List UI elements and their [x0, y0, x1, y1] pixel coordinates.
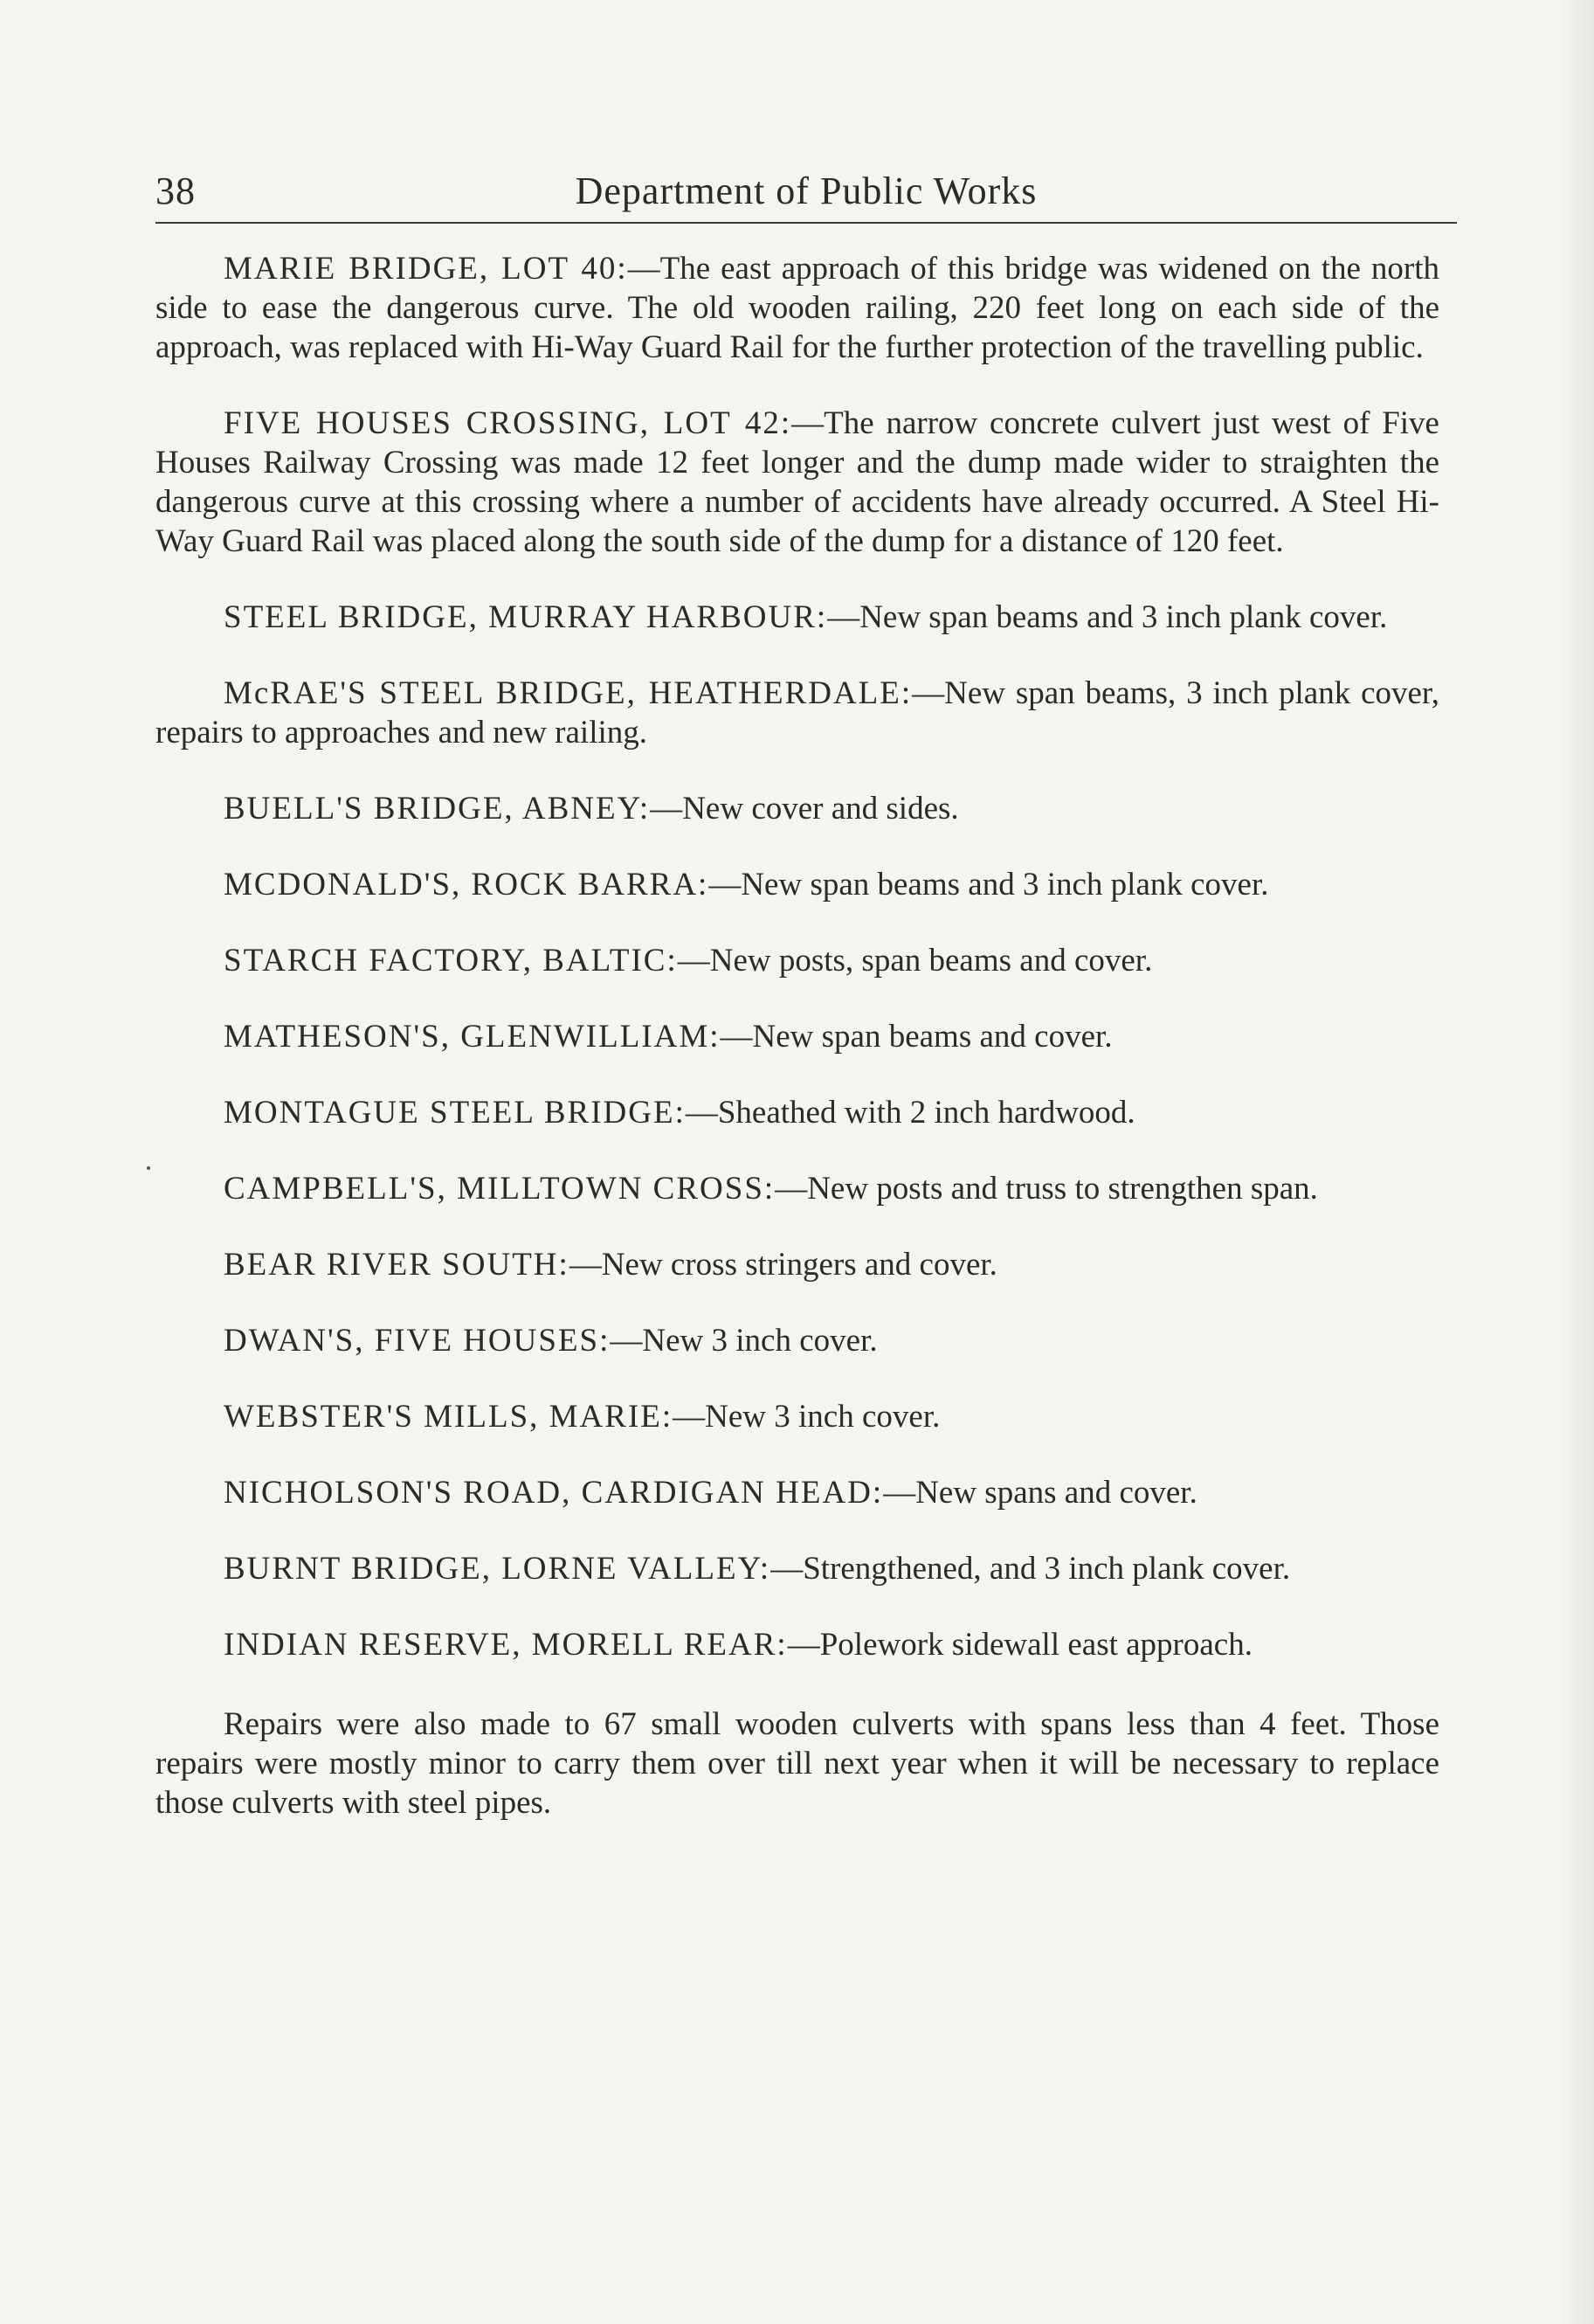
entry-text: —The east approach of this bridge was widened on the north side to ease the dangerous curve. The old wooden railing, 220 feet long on each side of the approach, was replaced with Hi-Way Guard Rail for the further protection of the travelling public.	[155, 251, 1439, 365]
page-number: 38	[155, 169, 196, 212]
entry-starch-factory	[155, 941, 1439, 980]
entry-heading: STEEL BRIDGE, MURRAY HARBOUR:	[224, 599, 828, 635]
entry-mathesons	[155, 1017, 1439, 1056]
entry-text: —The narrow concrete culvert just west of Five Houses Railway Crossing was made 12 feet longer and the dump made wider to straighten the dangerous curve at this crossing where a number of accidents have already occurred. A Steel Hi-Way Guard Rail was placed along the south side of the dump for a distance of 120 feet.	[155, 405, 1439, 559]
entry-heading: DWAN'S, FIVE HOUSES:	[224, 1323, 611, 1359]
entry-heading: MARIE BRIDGE, LOT 40:	[224, 251, 628, 287]
entry-heading: MATHESON'S, GLENWILLIAM:	[224, 1019, 721, 1055]
entry-text: —Polework sidewall east approach.	[787, 1627, 1252, 1663]
entry-text: —New posts, span beams and cover.	[677, 943, 1153, 979]
header-rule	[155, 222, 1457, 224]
entry-heading: BEAR RIVER SOUTH:	[224, 1247, 569, 1283]
entry-text: —New span beams, 3 inch plank cover, repairs to approaches and new railing.	[155, 675, 1439, 750]
entry-heading: NICHOLSON'S ROAD, CARDIGAN HEAD:	[224, 1475, 884, 1511]
entry-bear-river-south	[155, 1245, 1439, 1284]
entry-mcraes-steel-bridge	[155, 674, 1439, 752]
entry-five-houses-crossing	[155, 404, 1439, 561]
entry-nicholsons-road	[155, 1473, 1439, 1512]
entry-heading: BURNT BRIDGE, LORNE VALLEY:	[224, 1551, 771, 1587]
entry-mcdonalds-rock-barra	[155, 865, 1439, 904]
page-edge-shadow	[1559, 0, 1594, 2324]
entry-heading: McRAE'S STEEL BRIDGE, HEATHERDALE:	[224, 675, 913, 711]
entry-text: —New posts and truss to strengthen span.	[775, 1171, 1318, 1207]
entry-text: —Strengthened, and 3 inch plank cover.	[770, 1551, 1291, 1587]
entry-heading: BUELL'S BRIDGE, ABNEY:	[224, 791, 651, 827]
entry-heading: MCDONALD'S, ROCK BARRA:	[224, 867, 709, 903]
entry-campbells	[155, 1169, 1439, 1208]
page-header	[155, 162, 1457, 223]
entry-marie-bridge	[155, 249, 1439, 367]
entry-indian-reserve	[155, 1625, 1439, 1664]
entry-steel-bridge-murray-harbour	[155, 598, 1439, 637]
entry-text: —New cover and sides.	[650, 791, 959, 827]
entry-burnt-bridge	[155, 1549, 1439, 1588]
entry-buells-bridge	[155, 789, 1439, 828]
entry-dwans	[155, 1321, 1439, 1360]
entry-text: —New 3 inch cover.	[610, 1323, 878, 1359]
entry-text: —New span beams and cover.	[720, 1019, 1113, 1055]
body-text	[155, 249, 1439, 1823]
entry-heading: FIVE HOUSES CROSSING, LOT 42:	[224, 405, 792, 441]
entry-heading: CAMPBELL'S, MILLTOWN CROSS:	[224, 1171, 776, 1207]
closing-paragraph: Repairs were also made to 67 small wooden culverts with spans less than 4 feet. Those repairs were mostly minor to carry them over till next year when it will be necessary to replace those culverts with steel pipes.	[155, 1706, 1439, 1821]
entry-websters-mills	[155, 1397, 1439, 1436]
entry-text: —Sheathed with 2 inch hardwood.	[685, 1095, 1135, 1131]
entry-montague-steel-bridge	[155, 1093, 1439, 1132]
running-title: Department of Public Works	[575, 169, 1038, 212]
entry-text: —New cross stringers and cover.	[569, 1247, 997, 1283]
entry-heading: MONTAGUE STEEL BRIDGE:	[224, 1095, 686, 1131]
entry-heading: INDIAN RESERVE, MORELL REAR:	[224, 1627, 788, 1663]
entry-text: —New 3 inch cover.	[673, 1399, 941, 1435]
entry-text: —New span beams and 3 inch plank cover.	[827, 599, 1388, 635]
ink-speck	[147, 1166, 150, 1170]
entry-text: —New span beams and 3 inch plank cover.	[708, 867, 1269, 903]
entry-heading: WEBSTER'S MILLS, MARIE:	[224, 1399, 673, 1435]
entry-text: —New spans and cover.	[883, 1475, 1197, 1511]
entry-heading: STARCH FACTORY, BALTIC:	[224, 943, 678, 979]
